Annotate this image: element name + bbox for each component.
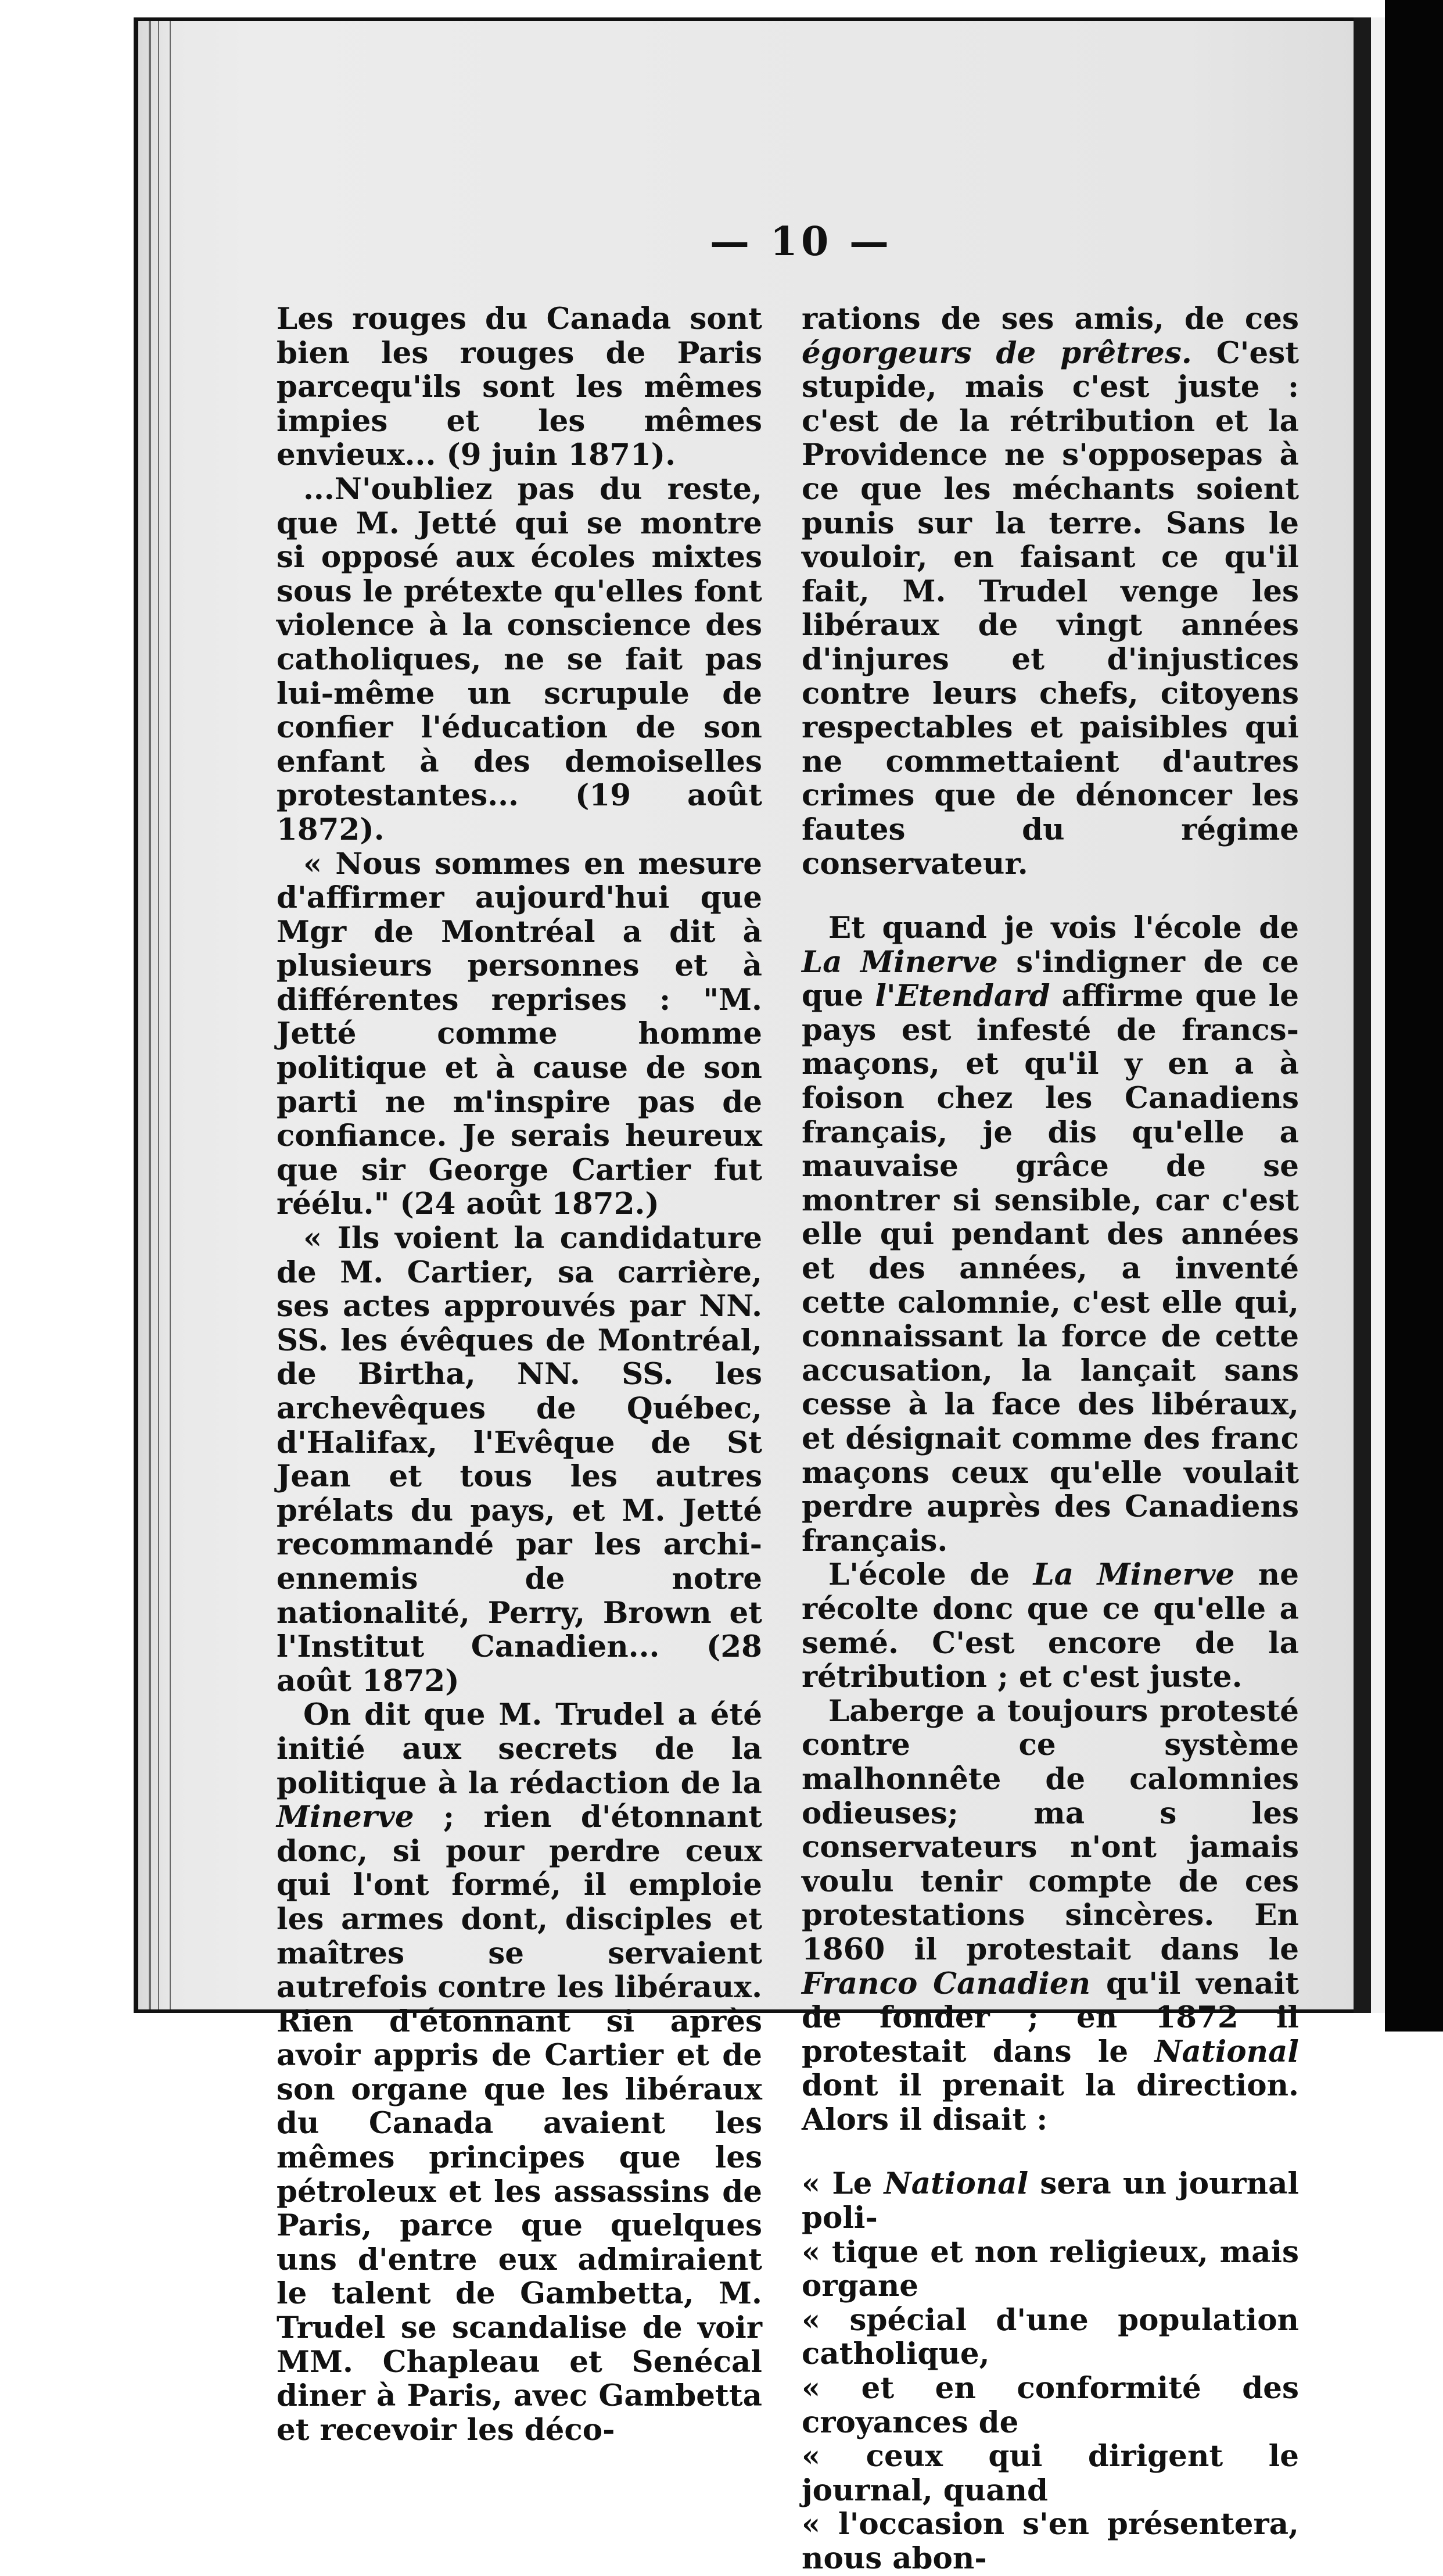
page-edge bbox=[1371, 17, 1385, 2013]
paragraph: Les rouges du Canada sont bien les rouges de Paris parcequ'ils sont les mêmes impies et les mêmes envieux... (9 juin 1871). bbox=[277, 302, 762, 473]
quote-line: « tique et non religieux, mais organe bbox=[802, 2234, 1299, 2304]
paragraph bbox=[802, 1558, 1299, 1694]
italic-title: National bbox=[1154, 2034, 1299, 2069]
text-run: rations de ses amis, de ces bbox=[802, 302, 1299, 336]
gutter-line bbox=[158, 21, 159, 2009]
text-run: sera un journal poli- bbox=[802, 2166, 1299, 2236]
paragraph: « Ils voient la candidature de M. Cartier, sa carrière, ses actes approuvés par NN. SS. les évêques de Montréal, de Birtha, NN. SS. les archevêques de Québec, d'Halifax, l'Evêque de St Jean et tous les autres prélats du pays, et M. Jetté recommandé par les archi-ennemis de notre nationalité, Perry, Brown et l'Institut Canadien... (28 août 1872) bbox=[277, 1221, 762, 1699]
text-run: affirme que le pays est infesté de francs-maçons, et qu'il y en a à foison chez les Canadiens français, je dis qu'elle a mauvaise grâce de se montrer si sensible, car c'est elle qui pendant des années et des années, a inventé cette calomnie, c'est elle qui, connaissant la force de cette accusation, la lançait sans cesse à la face des libéraux, et désignait comme des franc maçons ceux qu'elle voulait perdre auprès des Canadiens français. bbox=[802, 979, 1299, 1559]
text-run: « Le bbox=[802, 2166, 884, 2202]
page-number: — 10 — bbox=[710, 218, 892, 265]
italic-title: Minerve bbox=[277, 1800, 414, 1835]
quote-line: « l'occasion s'en présentera, nous abon- bbox=[802, 2507, 1299, 2576]
text-run: ; rien d'étonnant donc, si pour perdre ceux qui l'ont formé, il emploie les armes dont, disciples et maîtres se servaient autrefois contre les libéraux. Rien d'étonnant si après avoir appris de Cartier et de son organe que les libéraux du Canada avaient les mêmes principes que les pétroleux et les assassins de Paris, parce que quelques uns d'entre eux admiraient le talent de Gambetta, M. Trudel se scandalise de voir MM. Chapleau et Senécal diner à Paris, avec Gambetta et recevoir les déco- bbox=[277, 1800, 762, 2448]
italic-title: Franco Canadien bbox=[802, 1966, 1091, 2001]
text-run: On dit que M. Trudel a été initié aux secrets de la politique à la rédaction de la bbox=[277, 1697, 762, 1801]
quote-line bbox=[802, 2167, 1299, 2235]
paragraph: « Nous sommes en mesure d'affirmer aujourd'hui que Mgr de Montréal a dit à plusieurs personnes et à différentes reprises : "M. Jetté comme homme politique et à cause de son parti ne m'inspire pas de confiance. Je serais heureux que sir George Cartier fut réélu." (24 août 1872.) bbox=[277, 846, 762, 1222]
quote-line: « spécial d'une population catholique, bbox=[802, 2302, 1299, 2372]
quote-line: « ceux qui dirigent le journal, quand bbox=[802, 2439, 1299, 2508]
quote-line: « et en conformité des croyances de bbox=[802, 2371, 1299, 2440]
italic-title: La Minerve bbox=[1033, 1557, 1235, 1593]
right-column bbox=[802, 302, 1299, 2576]
text-run: dont il prenait la direction. Alors il disait : bbox=[802, 2068, 1299, 2137]
scan-frame-left bbox=[134, 17, 138, 2013]
text-run: qu'il venait de fonder ; en 1872 il protestait dans le bbox=[802, 1966, 1299, 2069]
text-run: s'indigner de ce que bbox=[802, 944, 1299, 1014]
gutter-line bbox=[170, 21, 171, 2009]
italic-phrase: égorgeurs de prêtres. bbox=[802, 335, 1192, 371]
text-run: Laberge a toujours protesté contre ce système malhonnête de calomnies odieuses; ma s les conservateurs n'ont jamais voulu tenir compte de ces protestations sincères. En 1860 il protestait dans le bbox=[802, 1693, 1299, 1967]
paragraph bbox=[277, 1698, 762, 2447]
text-run: C'est stupide, mais c'est juste : c'est de la rétribution et la Providence ne s'opposepas à ce que les méchants soient punis sur la terre. Sans le vouloir, en faisant ce qu'il fait, M. Trudel venge les libéraux de vingt années d'injures et d'injustices contre leurs chefs, citoyens respectables et paisibles qui ne commettaient d'autres crimes que de dénoncer les fautes du régime conservateur. bbox=[802, 335, 1299, 882]
paragraph bbox=[802, 911, 1299, 1558]
page-spine bbox=[1354, 17, 1371, 2013]
text-run: Et quand je vois l'école de bbox=[828, 911, 1299, 946]
paragraph bbox=[802, 302, 1299, 881]
scan-border-right bbox=[1385, 0, 1443, 2032]
quotation bbox=[802, 2167, 1299, 2575]
text-run: L'école de bbox=[828, 1557, 1033, 1593]
paragraph bbox=[802, 1694, 1299, 2137]
left-column bbox=[277, 302, 762, 2447]
text-run: ne récolte donc que ce qu'elle a semé. C'est encore de la rétribution ; et c'est juste. bbox=[802, 1557, 1299, 1695]
gutter-line bbox=[149, 21, 151, 2009]
paragraph: ...N'oubliez pas du reste, que M. Jetté qui se montre si opposé aux écoles mixtes sous le prétexte qu'elles font violence à la conscience des catholiques, ne se fait pas lui-même un scrupule de confier l'éducation de son enfant à des demoiselles protestantes... (19 août 1872). bbox=[277, 471, 762, 847]
italic-title: La Minerve bbox=[802, 944, 998, 980]
italic-title: l'Etendard bbox=[875, 979, 1050, 1014]
italic-title: National bbox=[884, 2166, 1029, 2202]
